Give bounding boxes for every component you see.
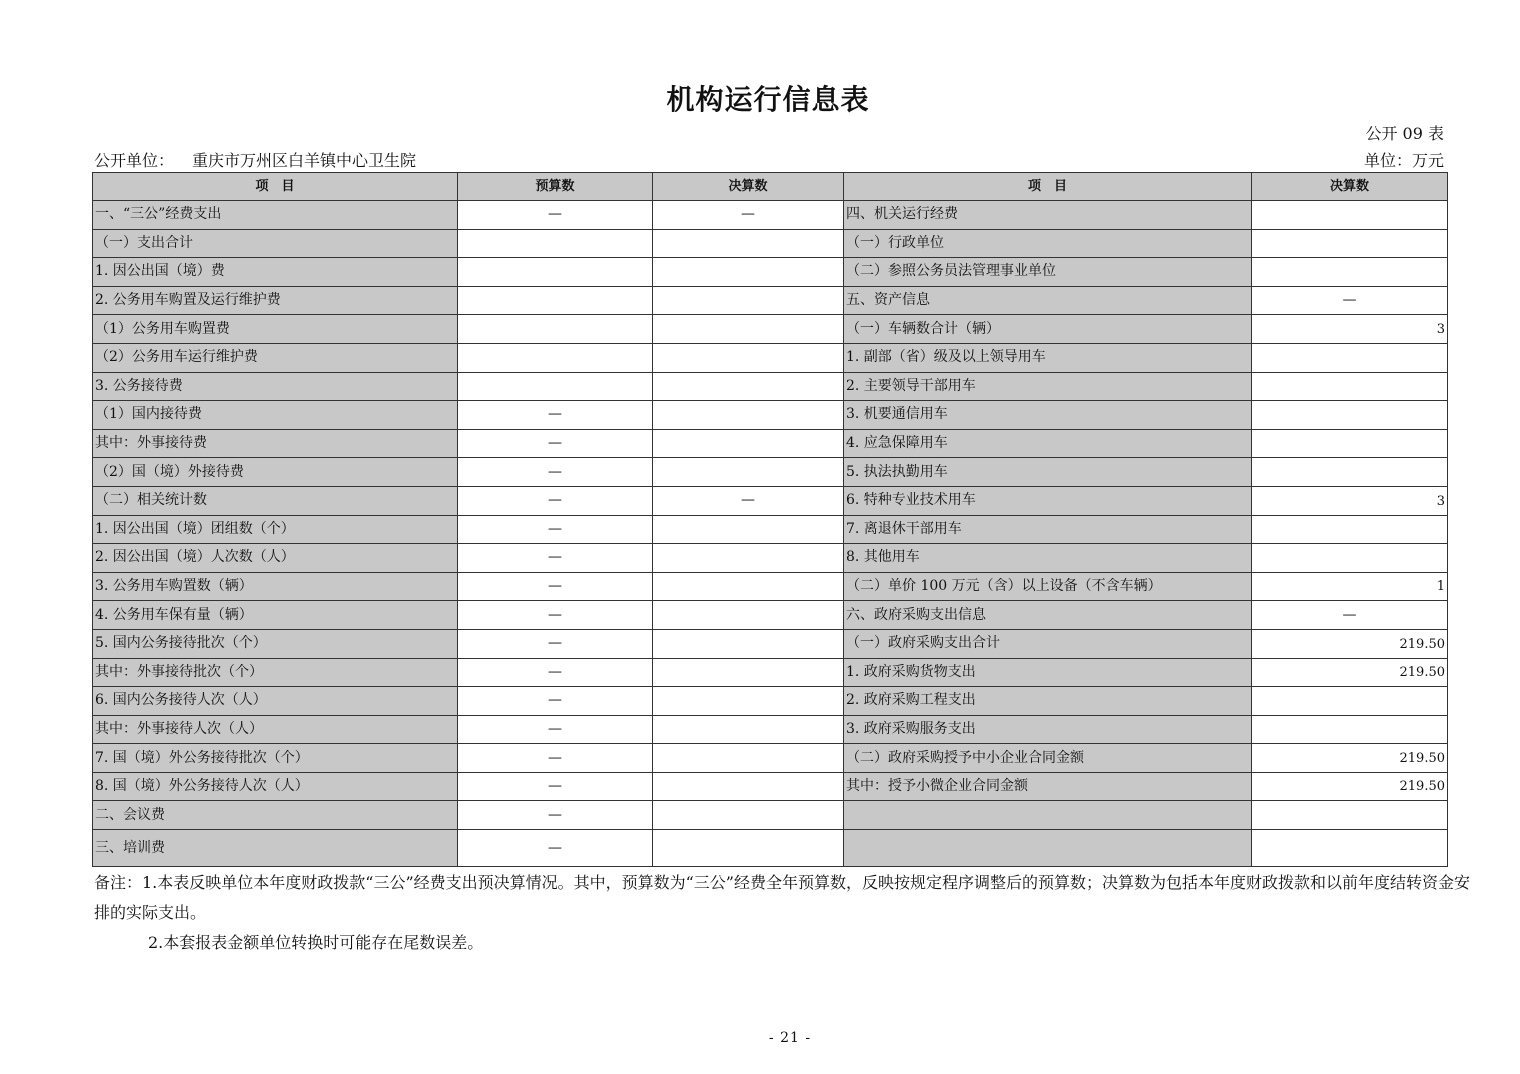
- right-row-label: 6. 特种专业技术用车: [844, 486, 1252, 515]
- row-label: （一）支出合计: [93, 229, 458, 258]
- right-final-cell: —: [1252, 286, 1448, 315]
- right-row-label: 5. 执法执勤用车: [844, 458, 1252, 487]
- budget-cell: —: [458, 401, 653, 430]
- row-label: 2. 公务用车购置及运行维护费: [93, 286, 458, 315]
- right-row-label: 四、机关运行经费: [844, 201, 1252, 230]
- final-cell: [653, 772, 844, 801]
- right-final-cell: [1252, 429, 1448, 458]
- table-row: [93, 315, 1448, 344]
- row-label: （二）相关统计数: [93, 486, 458, 515]
- budget-cell: —: [458, 715, 653, 744]
- table-row: [93, 229, 1448, 258]
- budget-cell: —: [458, 601, 653, 630]
- budget-cell: —: [458, 486, 653, 515]
- budget-cell: [458, 286, 653, 315]
- right-final-cell: [1252, 544, 1448, 573]
- table-row: [93, 744, 1448, 773]
- right-row-label: （一）车辆数合计（辆）: [844, 315, 1252, 344]
- table-row: [93, 715, 1448, 744]
- table-row: [93, 601, 1448, 630]
- row-label: 4. 公务用车保有量（辆）: [93, 601, 458, 630]
- header-final-right: 决算数: [1252, 173, 1448, 201]
- final-cell: [653, 629, 844, 658]
- row-label: 2. 因公出国（境）人次数（人）: [93, 544, 458, 573]
- row-label: （1）国内接待费: [93, 401, 458, 430]
- right-row-label: 3. 机要通信用车: [844, 401, 1252, 430]
- header-item-right: 项 目: [844, 173, 1252, 201]
- final-cell: [653, 715, 844, 744]
- table-row: [93, 830, 1448, 867]
- budget-cell: [458, 343, 653, 372]
- right-final-cell: [1252, 201, 1448, 230]
- right-final-cell: [1252, 715, 1448, 744]
- right-final-cell: [1252, 801, 1448, 830]
- note-2: 2.本套报表金额单位转换时可能存在尾数误差。: [148, 933, 484, 952]
- row-label: 三、培训费: [93, 830, 458, 867]
- final-cell: [653, 515, 844, 544]
- right-final-cell: 1: [1252, 572, 1448, 601]
- table-row: [93, 544, 1448, 573]
- table-row: [93, 286, 1448, 315]
- table-row: [93, 258, 1448, 287]
- unit-label: 公开单位：: [94, 151, 175, 170]
- table-row: [93, 801, 1448, 830]
- right-row-label: 五、资产信息: [844, 286, 1252, 315]
- notes: [94, 868, 1484, 958]
- final-cell: [653, 601, 844, 630]
- final-cell: [653, 401, 844, 430]
- note-1: 备注：1.本表反映单位本年度财政拨款“三公”经费支出预决算情况。其中，预算数为“三公”经费全年预算数，反映按规定程序调整后的预算数；决算数为包括本年度财政拨款和以前年度结转资金安排的实际支出。: [94, 873, 1470, 922]
- right-final-cell: 219.50: [1252, 629, 1448, 658]
- right-final-cell: —: [1252, 601, 1448, 630]
- final-cell: [653, 458, 844, 487]
- final-cell: [653, 286, 844, 315]
- right-final-cell: [1252, 229, 1448, 258]
- row-label: 1. 因公出国（境）团组数（个）: [93, 515, 458, 544]
- table-row: [93, 343, 1448, 372]
- right-final-cell: 3: [1252, 486, 1448, 515]
- row-label: 1. 因公出国（境）费: [93, 258, 458, 287]
- header-item-left: 项 目: [93, 173, 458, 201]
- reporting-unit: [94, 148, 416, 171]
- header-final-left: 决算数: [653, 173, 844, 201]
- row-label: 其中：外事接待人次（人）: [93, 715, 458, 744]
- row-label: 3. 公务用车购置数（辆）: [93, 572, 458, 601]
- right-row-label: 7. 离退休干部用车: [844, 515, 1252, 544]
- page-number: - 21 -: [768, 1030, 812, 1046]
- right-final-cell: 3: [1252, 315, 1448, 344]
- budget-cell: —: [458, 544, 653, 573]
- table-row: [93, 658, 1448, 687]
- budget-cell: [458, 372, 653, 401]
- right-row-label: [844, 801, 1252, 830]
- right-row-label: 3. 政府采购服务支出: [844, 715, 1252, 744]
- final-cell: [653, 372, 844, 401]
- budget-cell: [458, 315, 653, 344]
- table-row: [93, 429, 1448, 458]
- budget-cell: —: [458, 658, 653, 687]
- final-cell: [653, 315, 844, 344]
- table-row: [93, 201, 1448, 230]
- budget-cell: —: [458, 572, 653, 601]
- final-cell: [653, 544, 844, 573]
- right-row-label: （二）参照公务员法管理事业单位: [844, 258, 1252, 287]
- budget-cell: —: [458, 687, 653, 716]
- final-cell: [653, 229, 844, 258]
- budget-cell: —: [458, 429, 653, 458]
- right-final-cell: [1252, 458, 1448, 487]
- budget-cell: —: [458, 744, 653, 773]
- final-cell: [653, 658, 844, 687]
- row-label: 8. 国（境）外公务接待人次（人）: [93, 772, 458, 801]
- right-final-cell: 219.50: [1252, 658, 1448, 687]
- right-final-cell: 219.50: [1252, 772, 1448, 801]
- row-label: 5. 国内公务接待批次（个）: [93, 629, 458, 658]
- money-unit: 单位：万元: [1363, 151, 1444, 170]
- page-title: 机构运行信息表: [666, 83, 870, 116]
- final-cell: [653, 429, 844, 458]
- right-row-label: 2. 主要领导干部用车: [844, 372, 1252, 401]
- final-cell: —: [653, 486, 844, 515]
- right-row-label: 1. 副部（省）级及以上领导用车: [844, 343, 1252, 372]
- right-row-label: （一）政府采购支出合计: [844, 629, 1252, 658]
- row-label: 一、“三公”经费支出: [93, 201, 458, 230]
- right-row-label: 1. 政府采购货物支出: [844, 658, 1252, 687]
- right-final-cell: [1252, 687, 1448, 716]
- table-number: 公开 09 表: [1365, 124, 1444, 143]
- budget-cell: —: [458, 801, 653, 830]
- right-final-cell: [1252, 343, 1448, 372]
- row-label: 其中：外事接待费: [93, 429, 458, 458]
- final-cell: [653, 801, 844, 830]
- table-row: [93, 458, 1448, 487]
- row-label: 7. 国（境）外公务接待批次（个）: [93, 744, 458, 773]
- table-row: [93, 629, 1448, 658]
- final-cell: [653, 572, 844, 601]
- right-row-label: 8. 其他用车: [844, 544, 1252, 573]
- table-row: [93, 372, 1448, 401]
- row-label: （1）公务用车购置费: [93, 315, 458, 344]
- header-budget: 预算数: [458, 173, 653, 201]
- right-row-label: 六、政府采购支出信息: [844, 601, 1252, 630]
- row-label: 6. 国内公务接待人次（人）: [93, 687, 458, 716]
- table-row: [93, 515, 1448, 544]
- row-label: （2）公务用车运行维护费: [93, 343, 458, 372]
- budget-cell: —: [458, 629, 653, 658]
- row-label: 其中：外事接待批次（个）: [93, 658, 458, 687]
- right-row-label: （二）政府采购授予中小企业合同金额: [844, 744, 1252, 773]
- right-final-cell: [1252, 258, 1448, 287]
- row-label: （2）国（境）外接待费: [93, 458, 458, 487]
- budget-cell: —: [458, 772, 653, 801]
- right-row-label: （二）单价 100 万元（含）以上设备（不含车辆）: [844, 572, 1252, 601]
- right-final-cell: [1252, 401, 1448, 430]
- budget-cell: —: [458, 515, 653, 544]
- right-final-cell: [1252, 372, 1448, 401]
- right-row-label: [844, 830, 1252, 867]
- final-cell: [653, 744, 844, 773]
- unit-name: 重庆市万州区白羊镇中心卫生院: [192, 151, 417, 170]
- final-cell: —: [653, 201, 844, 230]
- right-row-label: 其中：授予小微企业合同金额: [844, 772, 1252, 801]
- right-row-label: 2. 政府采购工程支出: [844, 687, 1252, 716]
- final-cell: [653, 343, 844, 372]
- info-table: [92, 172, 1448, 867]
- table-row: [93, 401, 1448, 430]
- final-cell: [653, 687, 844, 716]
- row-label: 3. 公务接待费: [93, 372, 458, 401]
- table-row: [93, 687, 1448, 716]
- right-final-cell: 219.50: [1252, 744, 1448, 773]
- table-row: [93, 772, 1448, 801]
- final-cell: [653, 258, 844, 287]
- row-label: 二、会议费: [93, 801, 458, 830]
- table-header-row: [93, 173, 1448, 201]
- right-final-cell: [1252, 830, 1448, 867]
- budget-cell: —: [458, 201, 653, 230]
- table-row: [93, 486, 1448, 515]
- final-cell: [653, 830, 844, 867]
- budget-cell: [458, 229, 653, 258]
- budget-cell: [458, 258, 653, 287]
- budget-cell: —: [458, 830, 653, 867]
- table-row: [93, 572, 1448, 601]
- budget-cell: —: [458, 458, 653, 487]
- right-row-label: 4. 应急保障用车: [844, 429, 1252, 458]
- right-row-label: （一）行政单位: [844, 229, 1252, 258]
- right-final-cell: [1252, 515, 1448, 544]
